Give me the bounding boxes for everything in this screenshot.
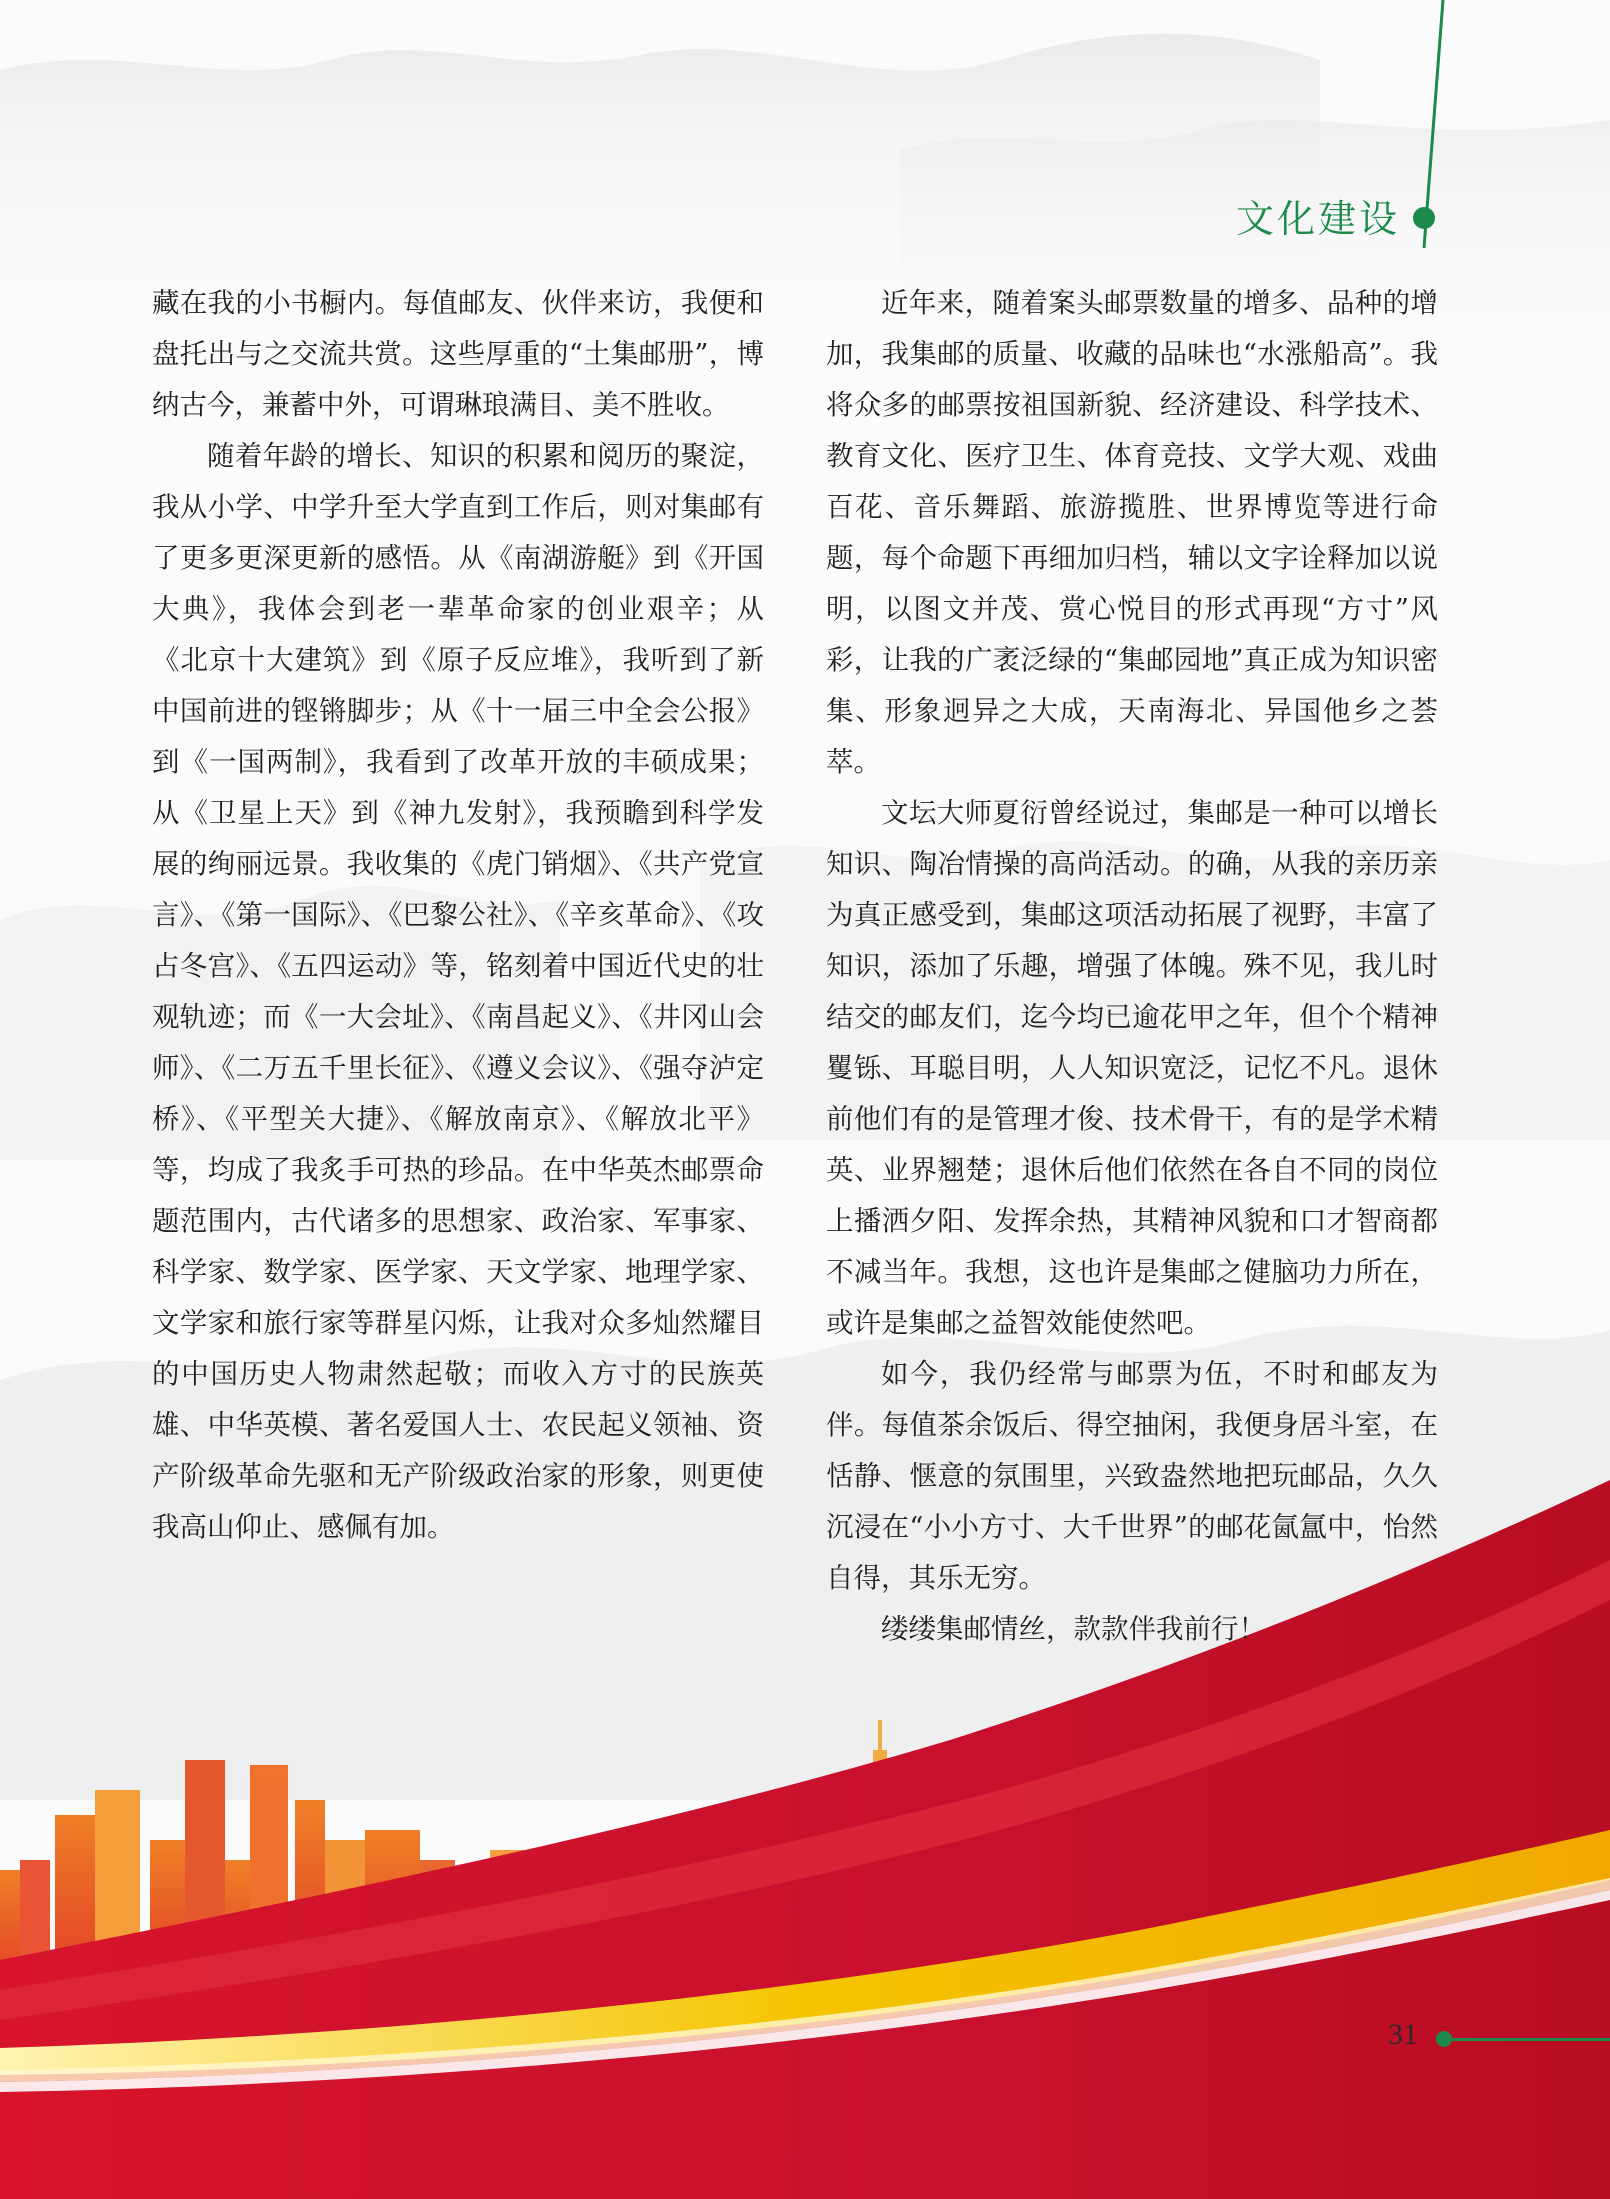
- paragraph: 随着年龄的增长、知识的积累和阅历的聚淀，我从小学、中学升至大学直到工作后，则对集邮有了更多更深更新的感悟。从《南湖游艇》到《开国大典》，我体会到老一辈革命家的创业艰辛；从《北京十大建筑》到《原子反应堆》，我听到了新中国前进的铿锵脚步；从《十一届三中全会公报》到《一国两制》，我看到了改革开放的丰硕成果；从《卫星上天》到《神九发射》，我预瞻到科学发展的绚丽远景。我收集的《虎门销烟》、《共产党宣言》、《第一国际》、《巴黎公社》、《辛亥革命》、《攻占冬宫》、《五四运动》等，铭刻着中国近代史的壮观轨迹；而《一大会址》、《南昌起义》、《井冈山会师》、《二万五千里长征》、《遵义会议》、《强夺泸定桥》、《平型关大捷》、《解放南京》、《解放北平》等，均成了我炙手可热的珍品。在中华英杰邮票命题范围内，古代诸多的思想家、政治家、军事家、科学家、数学家、医学家、天文学家、地理学家、文学家和旅行家等群星闪烁，让我对众多灿然耀目的中国历史人物肃然起敬；而收入方寸的民族英雄、中华英模、著名爱国人士、农民起义领袖、资产阶级革命先驱和无产阶级政治家的形象，则更使我高山仰止、感佩有加。: [152, 440, 764, 1543]
- title-leader-line: [0, 0, 1610, 300]
- paragraph: 近年来，随着案头邮票数量的增多、品种的增加，我集邮的质量、收藏的品味也“水涨船高”。我将众多的邮票按祖国新貌、经济建设、科学技术、教育文化、医疗卫生、体育竞技、文学大观、戏曲百花、音乐舞蹈、旅游揽胜、世界博览等进行命题，每个命题下再细加归档，辅以文字诠释加以说明，以图文并茂、赏心悦目的形式再现“方寸”风彩，让我的广袤泛绿的“集邮园地”真正成为知识密集、形象迥异之大成，天南海北、异国他乡之荟萃。: [826, 287, 1438, 778]
- page-number: 31: [1388, 2018, 1418, 2051]
- page-number-line: [1450, 2038, 1610, 2041]
- right-text-column: [826, 278, 1438, 1655]
- left-text-column: [152, 278, 764, 1553]
- closing-line: 缕缕集邮情丝，款款伴我前行！: [881, 1613, 1266, 1645]
- section-title: 文化建设: [1235, 197, 1400, 241]
- paragraph: 文坛大师夏衍曾经说过，集邮是一种可以增长知识、陶冶情操的高尚活动。的确，从我的亲历亲为真正感受到，集邮这项活动拓展了视野，丰富了知识，添加了乐趣，增强了体魄。殊不见，我儿时结交的邮友们，迄今均已逾花甲之年，但个个精神矍铄、耳聪目明，人人知识宽泛，记忆不凡。退休前他们有的是管理才俊、技术骨干，有的是学术精英、业界翘楚；退休后他们依然在各自不同的岗位上播洒夕阳、发挥余热，其精神风貌和口才智商都不减当年。我想，这也许是集邮之健脑功力所在，或许是集邮之益智效能使然吧。: [826, 797, 1438, 1339]
- paragraph-continued: 藏在我的小书橱内。每值邮友、伙伴来访，我便和盘托出与之交流共赏。这些厚重的“土集邮册”，博纳古今，兼蓄中外，可谓琳琅满目、美不胜收。: [152, 287, 764, 421]
- paragraph: 如今，我仍经常与邮票为伍，不时和邮友为伴。每值茶余饭后、得空抽闲，我便身居斗室，在恬静、惬意的氛围里，兴致盎然地把玩邮品，久久沉浸在“小小方寸、大千世界”的邮花氤氲中，怡然自得，其乐无穷。: [826, 1358, 1438, 1594]
- title-bullet-dot: [1413, 207, 1435, 229]
